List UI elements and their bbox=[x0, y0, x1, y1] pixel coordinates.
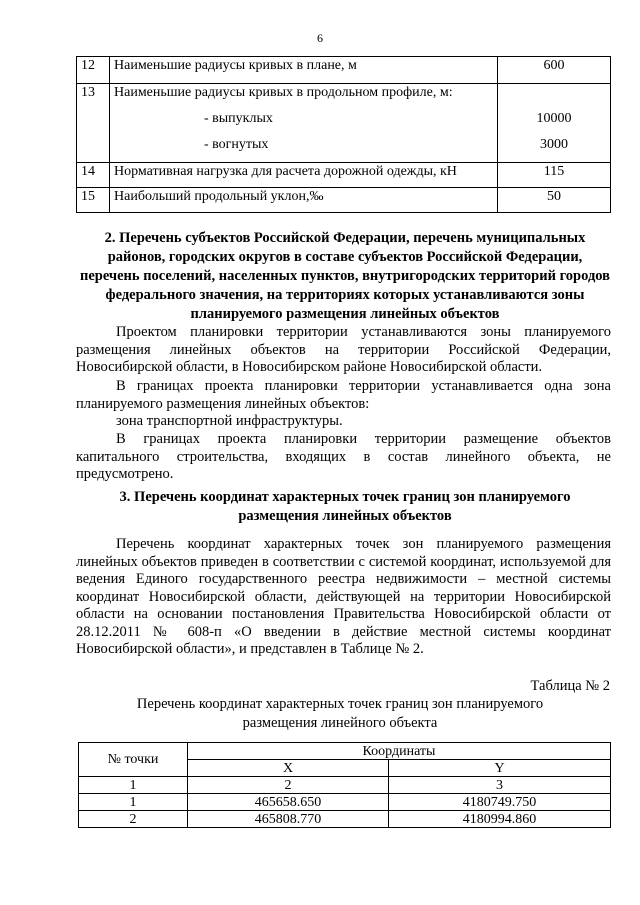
row-number: 14 bbox=[77, 163, 110, 188]
row-number: 15 bbox=[77, 188, 110, 213]
column-header-coordinates: Координаты bbox=[188, 743, 611, 760]
page-number: 6 bbox=[317, 31, 323, 45]
table-row bbox=[79, 794, 611, 811]
row-label: Наименьшие радиусы кривых в продольном профиле, м: bbox=[110, 84, 498, 111]
section-2-paragraph: В границах проекта планировки территории размещение объектов капитального строительства, входящих в состав линейного объекта, не предусмотрено. bbox=[76, 431, 611, 482]
point-cell: 1 bbox=[79, 794, 188, 811]
row-value: 115 bbox=[498, 163, 611, 188]
table-row bbox=[77, 110, 611, 136]
point-cell: 2 bbox=[79, 811, 188, 828]
table-row bbox=[77, 136, 611, 163]
table-row bbox=[77, 84, 611, 111]
section-2-paragraph: В границах проекта планировки территории устанавливается одна зона планируемого размещения линейных объектов: bbox=[76, 378, 611, 412]
row-sub-value: 10000 bbox=[498, 110, 611, 136]
row-label: Наибольший продольный уклон,‰ bbox=[110, 188, 498, 213]
row-number: 13 bbox=[77, 84, 110, 163]
section-2-paragraph: зона транспортной инфраструктуры. bbox=[116, 413, 343, 429]
column-header-y: Y bbox=[389, 760, 611, 777]
x-cell: 465658.650 bbox=[188, 794, 389, 811]
row-label: Наименьшие радиусы кривых в плане, м bbox=[110, 57, 498, 84]
table-row bbox=[77, 188, 611, 213]
row-value: 600 bbox=[498, 57, 611, 84]
row-sub-label: - выпуклых bbox=[110, 110, 498, 136]
y-cell: 4180749.750 bbox=[389, 794, 611, 811]
table-row bbox=[77, 57, 611, 84]
column-header-x: X bbox=[188, 760, 389, 777]
row-label: Нормативная нагрузка для расчета дорожной одежды, кН bbox=[110, 163, 498, 188]
road-parameters-table bbox=[76, 56, 611, 213]
table-row bbox=[77, 163, 611, 188]
column-header-point: № точки bbox=[79, 743, 188, 777]
row-value: 50 bbox=[498, 188, 611, 213]
table-row bbox=[79, 811, 611, 828]
index-cell: 3 bbox=[389, 777, 611, 794]
section-2-paragraph: Проектом планировки территории устанавливаются зоны планируемого размещения линейных объектов на территории Российской Федерации, Новосибирской области, в Новосибирском районе Новосибирской области. bbox=[76, 324, 611, 375]
x-cell: 465808.770 bbox=[188, 811, 389, 828]
table-index-row bbox=[79, 777, 611, 794]
row-number: 12 bbox=[77, 57, 110, 84]
index-cell: 2 bbox=[188, 777, 389, 794]
section-3-paragraph: Перечень координат характерных точек зон планируемого размещения линейных объектов приведен в соответствии с системой координат, используемой для ведения Единого государственного реестра недвижимости – местной системы координат Новосибирской области, действующей на территории Новосибирской области на основании постановления Правительства Новосибирской области от 28.12.2011 № 608-п «О введении в действие местной системы координат Новосибирской области», и представлен в Таблице № 2. bbox=[76, 536, 611, 657]
index-cell: 1 bbox=[79, 777, 188, 794]
table-2-caption: Таблица № 2 bbox=[530, 678, 610, 694]
section-3-heading: 3. Перечень координат характерных точек границ зон планируемого размещения линейных объектов bbox=[119, 489, 571, 524]
y-cell: 4180994.860 bbox=[389, 811, 611, 828]
row-sub-label: - вогнутых bbox=[110, 136, 498, 163]
table-2-title: Перечень координат характерных точек границ зон планируемого размещения линейного объекта bbox=[136, 696, 544, 731]
coordinates-table bbox=[78, 742, 611, 828]
table-header-row bbox=[79, 743, 611, 760]
row-sub-value: 3000 bbox=[498, 136, 611, 163]
section-2-heading: 2. Перечень субъектов Российской Федерации, перечень муниципальных районов, городских округов в составе субъектов Российской Федерации, перечень поселений, населенных пунктов, внутригородских территорий городов федерального значения, на территориях которых устанавливаются зоны планируемого размещения линейных объектов bbox=[80, 230, 610, 322]
